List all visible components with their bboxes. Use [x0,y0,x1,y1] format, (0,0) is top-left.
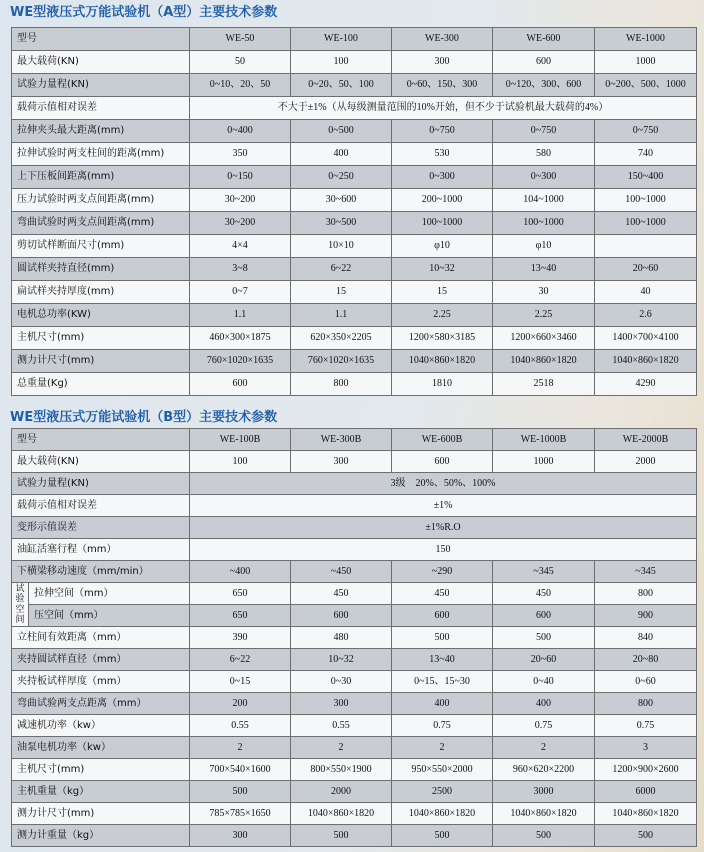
value-cell: 800 [595,693,697,715]
row-label: 压力试验时两支点间距离(mm) [12,189,190,212]
value-cell: 500 [493,627,595,649]
value-cell: 15 [392,281,493,304]
merged-value-cell: ±1%R.O [190,517,697,539]
value-cell: 500 [392,627,493,649]
table-row [12,495,697,517]
value-cell: 2500 [392,781,493,803]
value-cell: 2.6 [595,304,697,327]
row-label: 扁试样夹持厚度(mm) [12,281,190,304]
table-row [12,583,697,605]
table-row [12,258,697,281]
value-cell: 800×550×1900 [291,759,392,781]
row-label: 测力计尺寸(mm) [12,350,190,373]
value-cell: 30~200 [190,212,291,235]
value-cell: 4290 [595,373,697,396]
row-label: 最大载荷(KN) [12,51,190,74]
value-cell: 1040×860×1820 [493,803,595,825]
value-cell: 100~1000 [493,212,595,235]
value-cell: 0~30 [291,671,392,693]
row-label: 试验力量程(KN) [12,473,190,495]
row-label: 主机尺寸(mm) [12,327,190,350]
value-cell: 13~40 [493,258,595,281]
value-cell: 0~400 [190,120,291,143]
table-row [12,473,697,495]
value-cell: 500 [291,825,392,847]
row-label: 弯曲试验时两支点间距离(mm) [12,212,190,235]
value-cell: 900 [595,605,697,627]
value-cell: 2 [190,737,291,759]
value-cell: 1200×900×2600 [595,759,697,781]
row-label: 减速机功率（kw） [12,715,190,737]
table-row [12,627,697,649]
value-cell: WE-1000 [595,28,697,51]
value-cell: 30~600 [291,189,392,212]
value-cell: 500 [595,825,697,847]
row-label: 测力计尺寸(mm) [12,803,190,825]
value-cell: 450 [291,583,392,605]
value-cell: φ10 [493,235,595,258]
value-cell: 4×4 [190,235,291,258]
value-cell: 1.1 [190,304,291,327]
value-cell: 40 [595,281,697,304]
value-cell: 950×550×2000 [392,759,493,781]
value-cell: 10~32 [291,649,392,671]
value-cell: 3~8 [190,258,291,281]
value-cell: 1040×860×1820 [392,803,493,825]
value-cell: 1.1 [291,304,392,327]
table-row [12,715,697,737]
value-cell: 600 [392,451,493,473]
value-cell: 2 [291,737,392,759]
value-cell: 800 [595,583,697,605]
value-cell: 10×10 [291,235,392,258]
value-cell: 104~1000 [493,189,595,212]
value-cell: 300 [190,825,291,847]
value-cell: 500 [190,781,291,803]
value-cell: 650 [190,605,291,627]
value-cell: 300 [291,451,392,473]
value-cell: 450 [493,583,595,605]
value-cell: 50 [190,51,291,74]
test-space-group-label: 试验空间 [12,583,29,627]
value-cell: 0~250 [291,166,392,189]
value-cell: 600 [493,51,595,74]
row-label: 拉伸试验时两支柱间的距离(mm) [12,143,190,166]
merged-value-cell: ±1% [190,495,697,517]
row-label: 上下压板间距离(mm) [12,166,190,189]
table-row [12,803,697,825]
row-label: 立柱间有效距离（mm） [12,627,190,649]
value-cell: 0~500 [291,120,392,143]
row-label: 油泵电机功率（kw） [12,737,190,759]
table-row [12,97,697,120]
spec-table-b [11,428,697,847]
value-cell: 150~400 [595,166,697,189]
table-row [12,825,697,847]
row-label: 剪切试样断面尺寸(mm) [12,235,190,258]
value-cell: 1040×860×1820 [595,803,697,825]
value-cell: WE-50 [190,28,291,51]
row-label: 型号 [12,28,190,51]
row-label: 拉伸空间（mm） [29,583,190,605]
value-cell: 800 [291,373,392,396]
value-cell: 400 [392,693,493,715]
value-cell: 2518 [493,373,595,396]
table-row [12,304,697,327]
value-cell: WE-100B [190,429,291,451]
row-label: 夹持圆试样直径（mm） [12,649,190,671]
value-cell: 0.75 [493,715,595,737]
value-cell: 760×1020×1635 [291,350,392,373]
table-row [12,605,697,627]
value-cell: 6000 [595,781,697,803]
table-row [12,51,697,74]
value-cell: 1040×860×1820 [392,350,493,373]
row-label: 拉伸夹头最大距离(mm) [12,120,190,143]
value-cell: φ10 [392,235,493,258]
value-cell: WE-1000B [493,429,595,451]
row-label: 油缸活塞行程（mm） [12,539,190,561]
value-cell: 460×300×1875 [190,327,291,350]
value-cell: 100 [291,51,392,74]
value-cell: 400 [493,693,595,715]
value-cell: 13~40 [392,649,493,671]
value-cell: 3 [595,737,697,759]
value-cell: 0~750 [595,120,697,143]
value-cell: 650 [190,583,291,605]
value-cell: 2000 [291,781,392,803]
value-cell: 1040×860×1820 [493,350,595,373]
table-row [12,517,697,539]
value-cell: 785×785×1650 [190,803,291,825]
table-row [12,74,697,97]
value-cell: 200~1000 [392,189,493,212]
value-cell: 1400×700×4100 [595,327,697,350]
row-label: 载荷示值相对误差 [12,495,190,517]
value-cell: 20~80 [595,649,697,671]
value-cell: 600 [291,605,392,627]
table-row [12,28,697,51]
table-row [12,373,697,396]
value-cell: 15 [291,281,392,304]
value-cell: 0~60、150、300 [392,74,493,97]
value-cell: 6~22 [291,258,392,281]
value-cell: 0~120、300、600 [493,74,595,97]
value-cell: 600 [392,605,493,627]
value-cell: WE-300 [392,28,493,51]
table-row [12,189,697,212]
value-cell: 100~1000 [392,212,493,235]
value-cell: 400 [291,143,392,166]
value-cell: 0~750 [392,120,493,143]
value-cell: 30 [493,281,595,304]
row-label: 压空间（mm） [29,605,190,627]
row-label: 测力计重量（kg） [12,825,190,847]
section-b-title: WE型液压式万能试验机（B型）主要技术参数 [10,410,278,425]
value-cell: 0~750 [493,120,595,143]
value-cell: 100 [190,451,291,473]
value-cell: 480 [291,627,392,649]
value-cell: 1000 [595,51,697,74]
value-cell: 0~15 [190,671,291,693]
value-cell: 200 [190,693,291,715]
value-cell: 0~60 [595,671,697,693]
value-cell: 0.55 [291,715,392,737]
value-cell: 30~500 [291,212,392,235]
row-label: 变形示值误差 [12,517,190,539]
table-row [12,429,697,451]
value-cell: ~345 [595,561,697,583]
value-cell: 300 [392,51,493,74]
row-label: 主机重量（kg） [12,781,190,803]
value-cell: 20~60 [595,258,697,281]
value-cell: 0.75 [392,715,493,737]
value-cell: 1040×860×1820 [595,350,697,373]
table-row [12,781,697,803]
value-cell: 1000 [493,451,595,473]
table-row [12,235,697,258]
value-cell: 30~200 [190,189,291,212]
value-cell: 600 [190,373,291,396]
value-cell [595,235,697,258]
value-cell: 390 [190,627,291,649]
section-a-title: WE型液压式万能试验机（A型）主要技术参数 [10,5,278,20]
value-cell: WE-2000B [595,429,697,451]
row-label: 主机尺寸(mm) [12,759,190,781]
value-cell: ~450 [291,561,392,583]
table-row [12,350,697,373]
value-cell: 0~7 [190,281,291,304]
value-cell: 20~60 [493,649,595,671]
table-row [12,212,697,235]
row-label: 下横梁移动速度（mm/min） [12,561,190,583]
value-cell: 100~1000 [595,212,697,235]
row-label: 载荷示值相对误差 [12,97,190,120]
value-cell: 700×540×1600 [190,759,291,781]
value-cell: 2.25 [493,304,595,327]
value-cell: 0~40 [493,671,595,693]
value-cell: 620×350×2205 [291,327,392,350]
table-row [12,120,697,143]
value-cell: 2 [392,737,493,759]
value-cell: 0~10、20、50 [190,74,291,97]
value-cell: 1810 [392,373,493,396]
value-cell: ~400 [190,561,291,583]
value-cell: 0.55 [190,715,291,737]
merged-value-cell: 3级 20%、50%、100% [190,473,697,495]
value-cell: WE-600 [493,28,595,51]
row-label: 圆试样夹持直径(mm) [12,258,190,281]
value-cell: 1200×580×3185 [392,327,493,350]
value-cell: ~345 [493,561,595,583]
value-cell: ~290 [392,561,493,583]
value-cell: 300 [291,693,392,715]
value-cell: 350 [190,143,291,166]
value-cell: 0~20、50、100 [291,74,392,97]
value-cell: 740 [595,143,697,166]
value-cell: 450 [392,583,493,605]
row-label: 总重量(Kg) [12,373,190,396]
value-cell: WE-600B [392,429,493,451]
table-row [12,451,697,473]
row-label: 最大载荷(KN) [12,451,190,473]
row-label: 夹持板试样厚度（mm） [12,671,190,693]
value-cell: WE-100 [291,28,392,51]
table-row [12,671,697,693]
value-cell: 580 [493,143,595,166]
row-label: 弯曲试验两支点距离（mm） [12,693,190,715]
value-cell: WE-300B [291,429,392,451]
value-cell: 600 [493,605,595,627]
value-cell: 0~150 [190,166,291,189]
row-label: 型号 [12,429,190,451]
table-row [12,759,697,781]
row-label: 试验力量程(KN) [12,74,190,97]
value-cell: 500 [493,825,595,847]
value-cell: 2000 [595,451,697,473]
value-cell: 10~32 [392,258,493,281]
value-cell: 0~15、15~30 [392,671,493,693]
table-row [12,561,697,583]
merged-value-cell: 150 [190,539,697,561]
table-row [12,166,697,189]
value-cell: 0~300 [392,166,493,189]
value-cell: 100~1000 [595,189,697,212]
value-cell: 2 [493,737,595,759]
value-cell: 1040×860×1820 [291,803,392,825]
row-label: 电机总功率(KW) [12,304,190,327]
value-cell: 2.25 [392,304,493,327]
merged-value-cell: 不大于±1%（从每级测量范围的10%开始，但不少于试验机最大载荷的4%） [190,97,697,120]
table-row [12,649,697,671]
table-row [12,539,697,561]
value-cell: 3000 [493,781,595,803]
value-cell: 1200×660×3460 [493,327,595,350]
table-row [12,327,697,350]
value-cell: 760×1020×1635 [190,350,291,373]
value-cell: 0~200、500、1000 [595,74,697,97]
value-cell: 0~300 [493,166,595,189]
table-row [12,693,697,715]
spec-table-a [11,27,697,396]
table-row [12,737,697,759]
value-cell: 960×620×2200 [493,759,595,781]
value-cell: 530 [392,143,493,166]
table-row [12,281,697,304]
value-cell: 500 [392,825,493,847]
value-cell: 0.75 [595,715,697,737]
value-cell: 840 [595,627,697,649]
table-row [12,143,697,166]
value-cell: 6~22 [190,649,291,671]
